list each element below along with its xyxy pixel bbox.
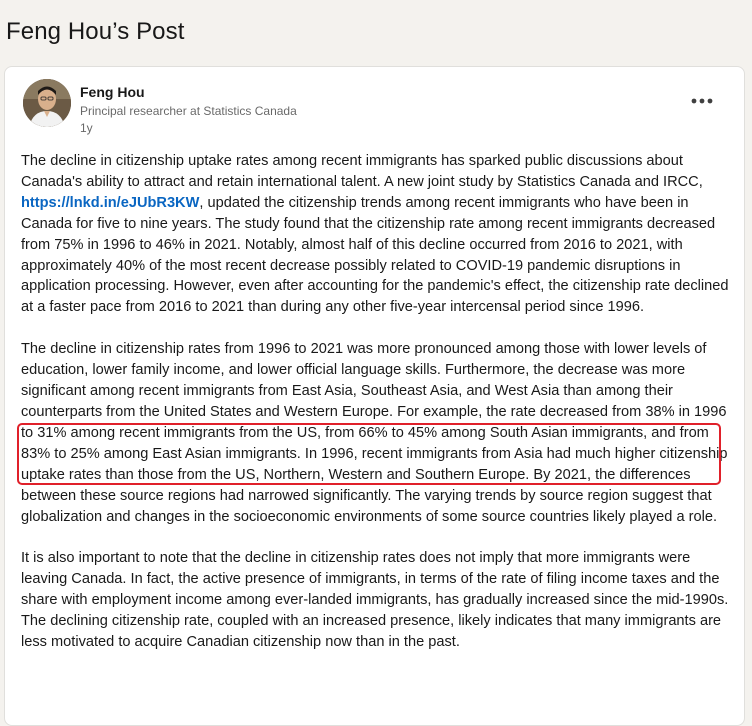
- author-name[interactable]: Feng Hou: [80, 84, 145, 100]
- post-card: [4, 66, 745, 726]
- page-title: Feng Hou’s Post: [6, 18, 185, 45]
- author-headline: Principal researcher at Statistics Canada: [80, 104, 297, 118]
- post-age: 1y: [80, 121, 93, 135]
- post-paragraph-2: The decline in citizenship rates from 1996 to 2021 was more pronounced among those with lower levels of education, lower family income, and lower official language skills. Furthermore, the decrease was more significant among recent immigrants from East Asia, Southeast Asia, and West Asia than among their counterparts from the United States and Western Europe. For example, the rate decreased from 38% in 1996 to 31% among recent immigrants from the US, from 66% to 45% among South Asian immigrants, and from 83% to 25% among East Asian immigrants. In 1996, recent immigrants from Asia had much higher citizenship uptake rates than those from the US, Northern, Western and Southern Europe. By 2021, the differences between these source regions had narrowed significantly. The varying trends by source region suggest that globalization and changes in the socioeconomic environments of some source countries likely played a role.: [21, 341, 728, 525]
- avatar[interactable]: [23, 79, 71, 127]
- more-options-button[interactable]: [686, 89, 718, 113]
- post-paragraph-3: It is also important to note that the decline in citizenship rates does not imply that more immigrants were leaving Canada. In fact, the active presence of immigrants, in terms of the rate of filing income taxes and the share with employment income among ever-landed immigrants, has gradually increased since the mid-1990s. The declining citizenship rate, coupled with an increased presence, likely indicates that many immigrants are less motivated to acquire Canadian citizenship now than in the past.: [21, 550, 729, 651]
- paragraph-1-rest: , updated the citizenship trends among recent immigrants who have been in Canada for five to nine years. The study found that the citizenship rate among recent immigrants decreased from 75% in 1996 to 46% in 2021. Notably, almost half of this decline occurred from 2016 to 2021, with approximately 40% of the most recent decrease possibly related to COVID-19 pandemic disruptions in application processing. However, even after accounting for the pandemic's effect, the citizenship rate declined at a faster pace from 2016 to 2021 than during any other five-year intercensal period since 1996.: [21, 194, 729, 316]
- post-body: [21, 151, 731, 674]
- study-link[interactable]: https://lnkd.in/eJUbR3KW: [21, 194, 200, 211]
- post-paragraph-1: [21, 151, 731, 318]
- profile-photo: [23, 79, 71, 127]
- more-horizontal-icon: [691, 98, 713, 104]
- paragraph-1-intro: The decline in citizenship uptake rates among recent immigrants has sparked public discussions about Canada's ability to attract and retain international talent. A new joint study by Statistics Canada and IRCC,: [21, 153, 703, 190]
